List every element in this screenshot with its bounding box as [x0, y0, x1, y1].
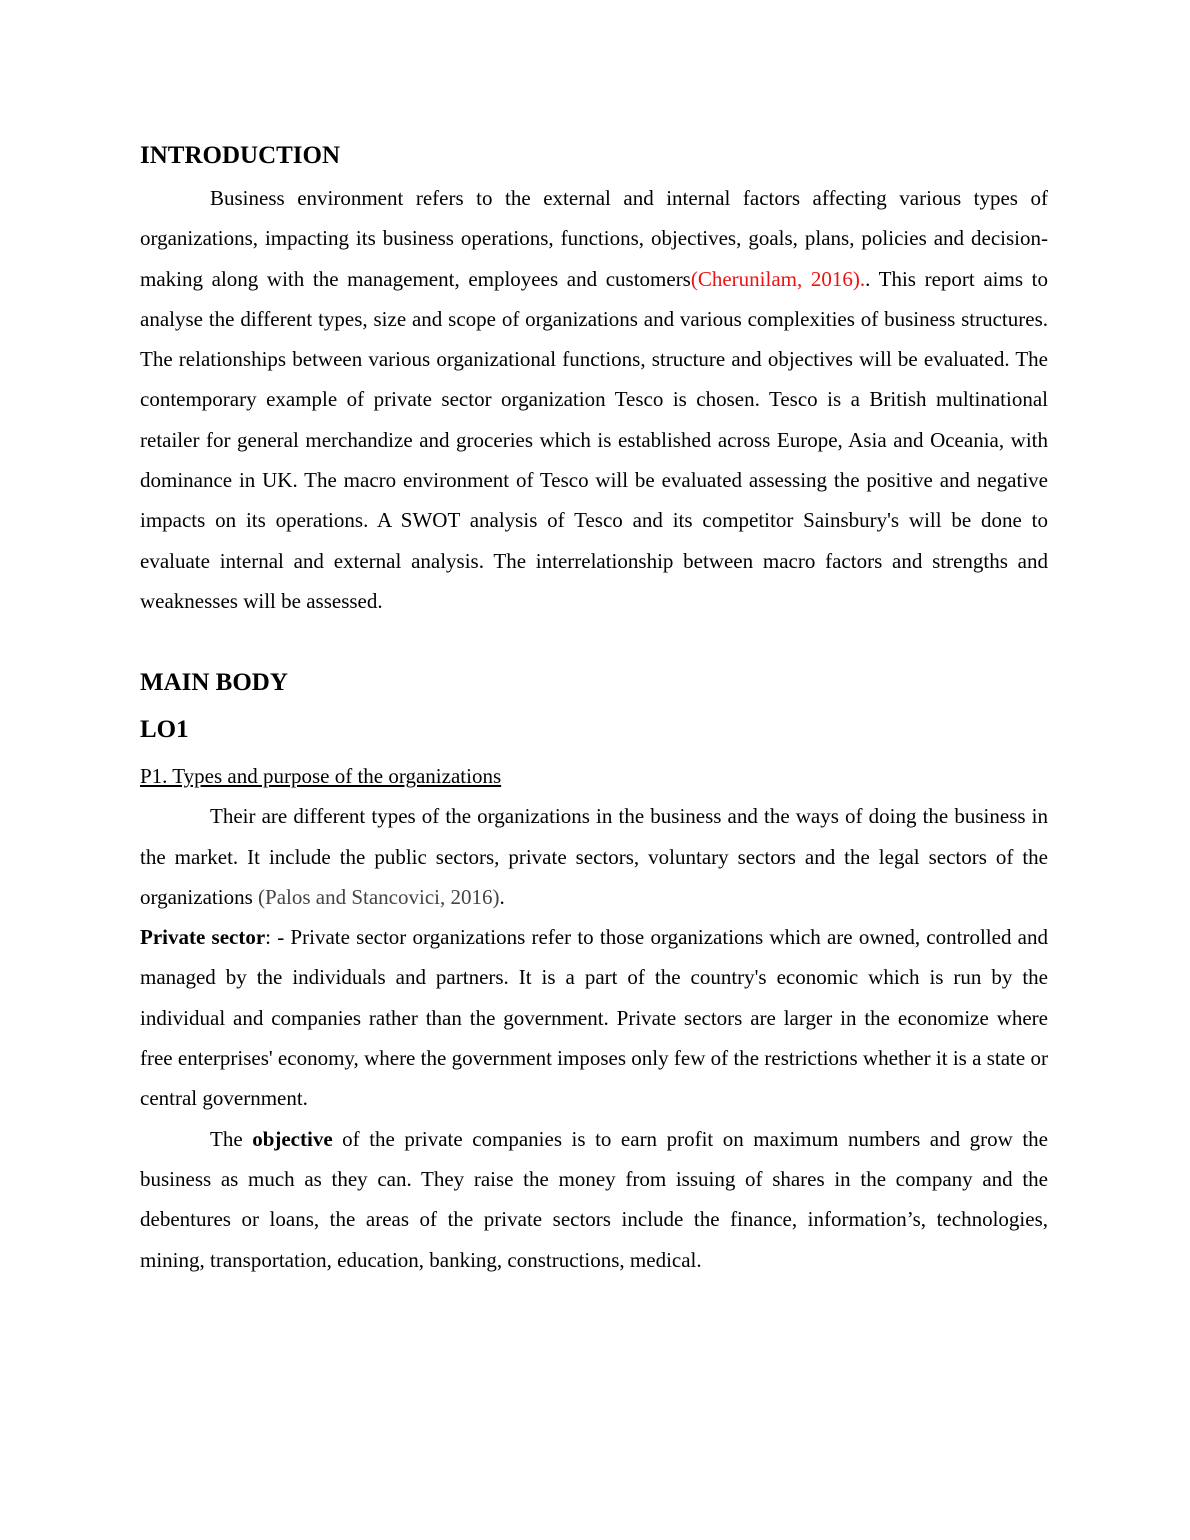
types-period: .: [499, 884, 505, 909]
objective-word: objective: [252, 1126, 333, 1151]
introduction-paragraph: [140, 178, 1048, 621]
private-sector-label: Private sector: [140, 925, 266, 950]
document-page: [140, 138, 1048, 1280]
private-sector-text: : - Private sector organizations refer to those organizations which are owned, controlled and managed by the individuals and partners. It is a part of the country's economic which is run by the individual and companies rather than the government. Private sectors are larger in the economize where free enterprises' economy, where the government imposes only few of the restrictions whether it is a state or central government.: [140, 925, 1048, 1111]
types-citation: (Palos and Stancovici, 2016): [258, 884, 500, 909]
objective-text: of the private companies is to earn profit on maximum numbers and grow the business as much as they can. They raise the money from issuing of shares in the company and the debentures or loans, the areas of the private sectors include the finance, information’s, technologies, mining, transportation, education, banking, constructions, medical.: [140, 1126, 1048, 1272]
types-paragraph: [140, 796, 1048, 917]
objective-lead: The: [210, 1126, 253, 1151]
introduction-heading: INTRODUCTION: [140, 142, 341, 169]
objective-paragraph: [140, 1119, 1048, 1280]
intro-citation: (Cherunilam, 2016).: [690, 266, 866, 291]
intro-text: Business environment refers to the external and internal factors affecting various types of organizations, impacting its business operations, functions, objectives, goals, plans, policies and decision-making along with the management, employees and customers: [140, 186, 1048, 291]
types-text: Their are different types of the organizations in the business and the ways of doing the business in the market. It include the public sectors, private sectors, voluntary sectors and the legal sectors of the organizations: [140, 804, 1048, 909]
private-sector-paragraph: [140, 917, 1048, 1118]
lo1-heading: LO1: [140, 716, 189, 744]
main-body-heading: MAIN BODY: [140, 669, 288, 697]
intro-text-continued: . This report aims to analyse the different types, size and scope of organizations and various complexities of business structures. The relationships between various organizational functions, structure and objectives will be evaluated. The contemporary example of private sector organization Tesco is chosen. Tesco is a British multinational retailer for general merchandize and groceries which is established across Europe, Asia and Oceania, with dominance in UK. The macro environment of Tesco will be evaluated assessing the positive and negative impacts on its operations. A SWOT analysis of Tesco and its competitor Sainsbury's will be done to evaluate internal and external analysis. The interrelationship between macro factors and strengths and weaknesses will be assessed.: [140, 266, 1048, 613]
p1-subheading: P1. Types and purpose of the organizations: [140, 764, 502, 789]
